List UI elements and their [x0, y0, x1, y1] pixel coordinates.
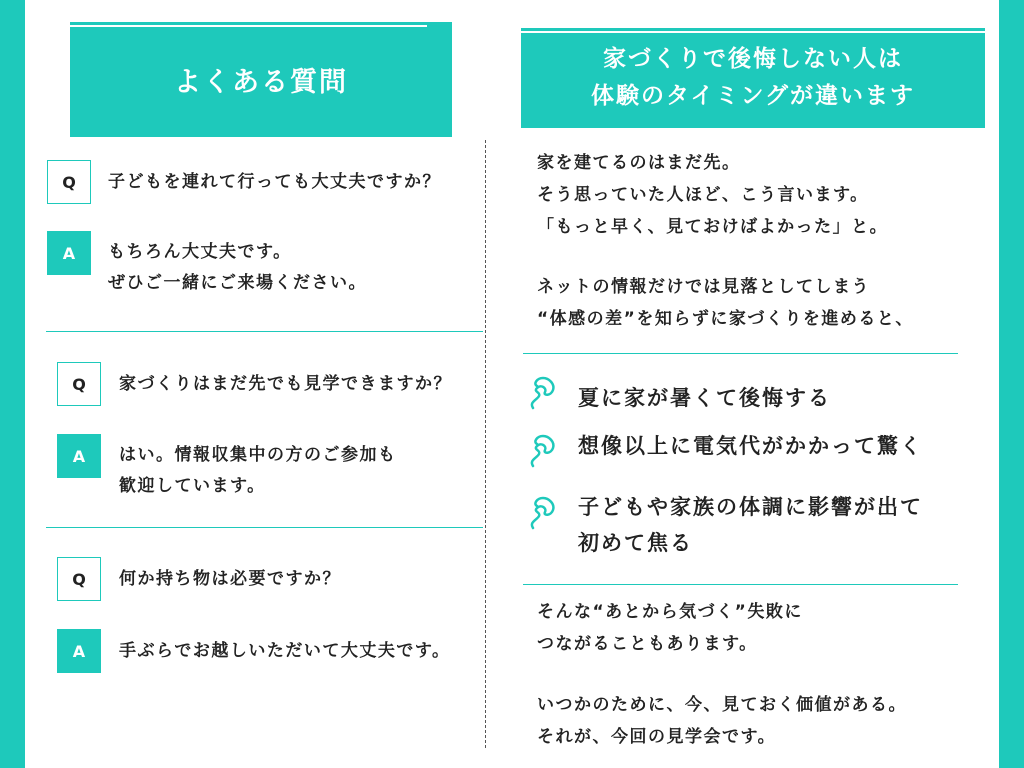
timing-intro — [537, 147, 888, 243]
bullet-item-3 — [578, 489, 923, 561]
timing-intro2-line-1: ネットの情報だけでは見落としてしまう — [537, 277, 870, 297]
faq-answer-1-line-1: もちろん大丈夫です。 — [108, 242, 292, 262]
faq-answer-2 — [119, 440, 397, 502]
faq-banner — [70, 22, 452, 137]
faq-answer-3: 手ぶらでお越しいただいて大丈夫です。 — [119, 641, 451, 661]
answer-mark-box: A — [47, 231, 91, 275]
faq-question-3: 何か持ち物は必要ですか？ — [119, 569, 341, 589]
right-accent-border — [999, 0, 1024, 768]
faq-title: よくある質問 — [174, 67, 348, 98]
timing-separator — [523, 584, 958, 585]
left-accent-border — [0, 0, 25, 768]
faq-answer-1 — [108, 237, 367, 299]
faq-question-2: 家づくりはまだ先でも見学できますか？ — [119, 374, 452, 394]
faq-answer-1-line-2: ぜひご一緒にご来場ください。 — [108, 273, 367, 293]
timing-intro-line-3: 「もっと早く、見ておけばよかった」と。 — [537, 217, 889, 237]
timing-closing — [537, 689, 907, 753]
question-mark-box: Q — [57, 362, 101, 406]
answer-mark-box: A — [57, 629, 101, 673]
question-mark-box: Q — [57, 557, 101, 601]
timing-intro-line-1: 家を建てるのはまだ先。 — [537, 153, 741, 173]
faq-separator — [46, 331, 483, 332]
spiral-icon — [527, 372, 559, 412]
faq-answer-2-line-2: 歓迎しています。 — [119, 476, 266, 496]
answer-mark-box: A — [57, 434, 101, 478]
timing-intro-line-2: そう思っていた人ほど、こう言います。 — [537, 185, 869, 205]
spiral-icon — [527, 492, 559, 532]
spiral-icon — [527, 430, 559, 470]
column-divider — [485, 140, 486, 748]
bullet-item-2: 想像以上に電気代がかかって驚く — [578, 434, 923, 458]
timing-separator — [523, 353, 958, 354]
faq-question-1: 子どもを連れて行っても大丈夫ですか？ — [108, 172, 441, 192]
bullet-item-3-line-2: 初めて焦る — [578, 531, 693, 555]
question-mark-box: Q — [47, 160, 91, 204]
timing-closing-line-2: それが、今回の見学会です。 — [537, 727, 777, 747]
faq-separator — [46, 527, 483, 528]
timing-banner — [521, 28, 985, 128]
banner-top-line — [521, 31, 985, 33]
bullet-item-3-line-1: 子どもや家族の体調に影響が出て — [578, 495, 923, 519]
timing-outro-line-1: そんな“あとから気づく”失敗に — [537, 602, 803, 622]
banner-top-line — [70, 25, 427, 27]
timing-title-line-2: 体験のタイミングが違います — [590, 83, 916, 109]
timing-title-line-1: 家づくりで後悔しない人は — [603, 46, 903, 72]
timing-intro-2 — [537, 271, 914, 335]
timing-outro-line-2: つながることもあります。 — [537, 634, 758, 654]
bullet-item-1: 夏に家が暑くて後悔する — [578, 386, 831, 410]
faq-answer-2-line-1: はい。情報収集中の方のご参加も — [119, 445, 397, 465]
timing-intro2-line-2: “体感の差”を知らずに家づくりを進めると、 — [537, 309, 914, 329]
timing-closing-line-1: いつかのために、今、見ておく価値がある。 — [537, 695, 907, 715]
timing-outro — [537, 596, 803, 660]
